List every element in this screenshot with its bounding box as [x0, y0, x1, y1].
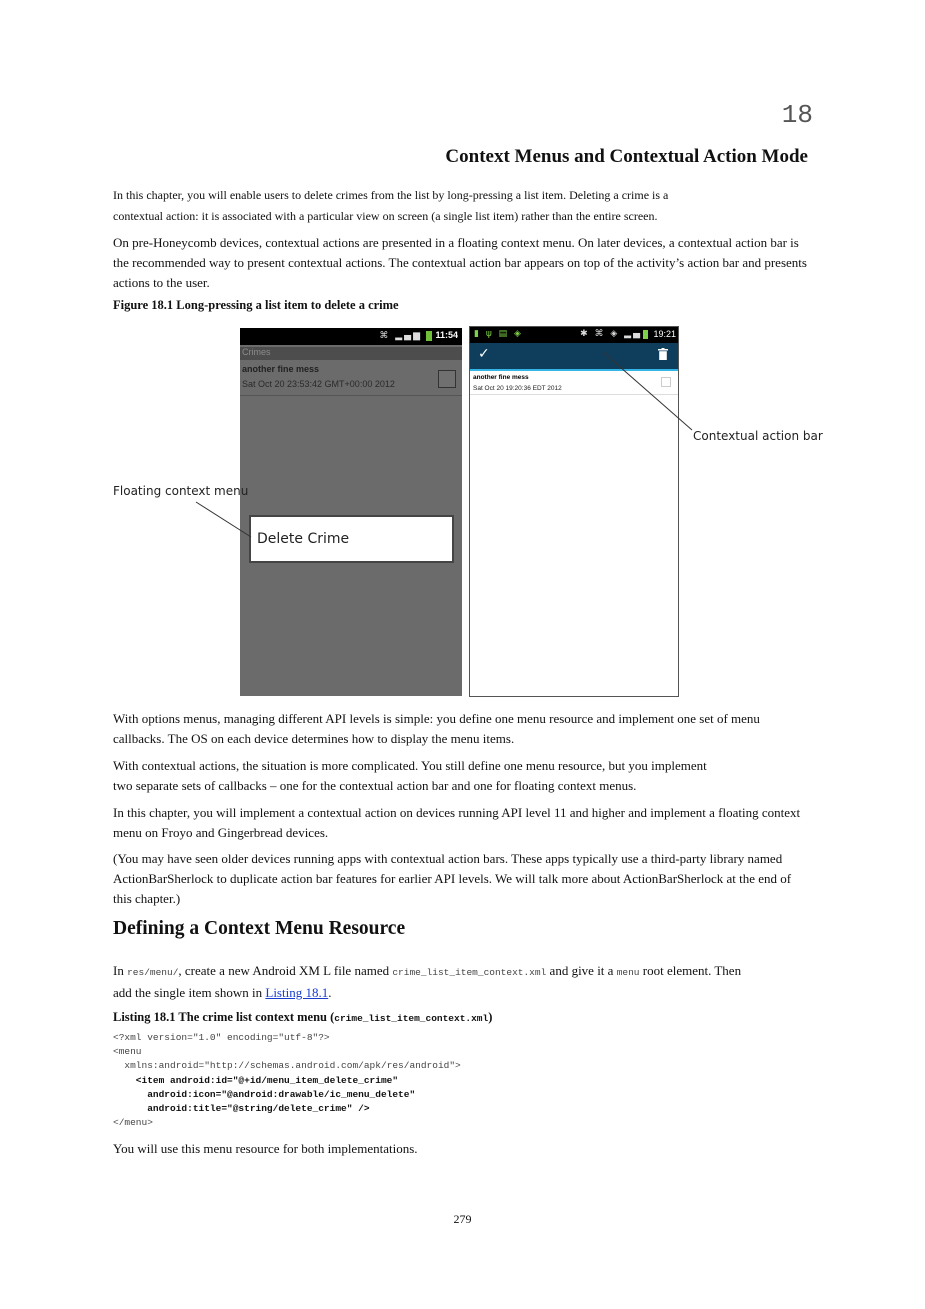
code-line: android:icon="@android:drawable/ic_menu_delete" — [113, 1088, 416, 1100]
text-span: ) — [488, 1010, 493, 1024]
paragraph-options-menus: With options menus, managing different API levels is simple: you define one menu resource and implement one set of menu callbacks. The OS on each device determines how to display the menu items. — [113, 711, 760, 746]
paragraph-actionbarsherlock: (You may have seen older devices running apps with contextual action bars. These apps typically use a third-party library named ActionBarSherlock to duplicate action bar features for earlier API levels. We will talk more about ActionBarSherlock at the end of this chapter.) — [113, 851, 792, 906]
callout-contextual-action-bar: Contextual action bar — [693, 429, 823, 443]
closing-paragraph: You will use this menu resource for both implementations. — [113, 1141, 418, 1156]
delete-crime-menu-item: Delete Crime — [257, 531, 350, 547]
status-time: 19:21 — [653, 329, 676, 339]
phone-screenshot-floating-menu — [240, 328, 462, 696]
code-res-menu: res/menu/ — [127, 967, 179, 978]
solved-checkbox — [438, 370, 456, 388]
signal-icon: ⌘ ▂▄▆ — [379, 331, 422, 341]
status-bar — [240, 328, 462, 345]
text-span: root element. Then — [639, 963, 742, 978]
code-listing-filename: crime_list_item_context.xml — [334, 1013, 489, 1024]
intro-paragraph-2: On pre-Honeycomb devices, contextual actions are presented in a floating context menu. On later devices, a contextual action bar is the recommended way to present contextual actions. The contextual action bar appears on top of the activity’s action bar and presents actions to the user. — [113, 235, 807, 290]
code-menu: menu — [616, 967, 640, 978]
code-filename: crime_list_item_context.xml — [392, 967, 547, 978]
list-divider — [240, 395, 462, 396]
text-span: In — [113, 963, 128, 978]
code-line: android:title="@string/delete_crime" /> — [113, 1103, 370, 1115]
solved-checkbox — [661, 377, 671, 387]
listing-link[interactable]: Listing 18.1 — [265, 985, 329, 1000]
chapter-number: 18 — [781, 100, 813, 130]
paragraph-contextual-actions — [113, 756, 813, 796]
code-line: <item android:id="@+id/menu_item_delete_crime" — [113, 1074, 399, 1086]
chapter-title: Context Menus and Contextual Action Mode — [445, 146, 808, 167]
text-span: . — [328, 985, 332, 1000]
crime-row-date: Sat Oct 20 23:53:42 GMT+00:00 2012 — [242, 379, 395, 389]
contextual-action-bar — [470, 343, 678, 371]
intro-p1-line2: contextual action: it is associated with a particular view on screen (a single list item) rather than the entire screen. — [113, 209, 658, 223]
crime-row-title: another fine mess — [473, 374, 529, 381]
done-check-icon: ✓ — [478, 346, 490, 362]
notification-icons: ▮ ψ ▤ ◈ — [474, 329, 523, 339]
p4-line1: With contextual actions, the situation is more complicated. You still define one menu resource, but you implement — [113, 758, 707, 773]
trash-icon — [658, 348, 668, 360]
callout-floating-context-menu: Floating context menu — [113, 484, 249, 498]
intro-p1-line1: In this chapter, you will enable users to delete crimes from the list by long-pressing a list item. Deleting a crime is a — [113, 188, 669, 202]
intro-paragraph-1 — [113, 185, 813, 227]
text-span: and give it a — [546, 963, 617, 978]
phone-screenshot-action-bar — [469, 326, 679, 697]
figure-caption: Figure 18.1 Long-pressing a list item to delete a crime — [113, 298, 399, 312]
crime-row-date: Sat Oct 20 19:20:36 EDT 2012 — [473, 385, 562, 392]
app-title-bar — [240, 347, 462, 360]
battery-icon — [426, 331, 432, 341]
signal-icon: ✱ ⌘ ◈ ▂▄ — [580, 329, 642, 339]
list-divider — [470, 394, 678, 395]
floating-context-menu — [249, 515, 454, 563]
text-span: add the single item shown in — [113, 985, 266, 1000]
code-line: <?xml version="1.0" encoding="utf-8"?> — [113, 1032, 330, 1043]
crime-row-title: another fine mess — [242, 364, 320, 374]
p4-line2: two separate sets of callbacks – one for the contextual action bar and one for floating context menus. — [113, 778, 637, 793]
paragraph-api-levels: In this chapter, you will implement a contextual action on devices running API level 11 and higher and implement a floating context menu on Froyo and Gingerbread devices. — [113, 805, 801, 840]
text-span: , create a new Android XM L file named — [178, 963, 393, 978]
paragraph-create-menu — [113, 961, 813, 1003]
code-listing — [113, 1031, 461, 1130]
listing-caption — [113, 1010, 492, 1025]
app-title: Crimes — [242, 347, 271, 357]
page-number: 279 — [453, 1212, 472, 1226]
status-time: 11:54 — [435, 330, 458, 340]
battery-icon — [643, 330, 648, 339]
code-line: </menu> — [113, 1117, 153, 1129]
status-bar — [470, 327, 678, 343]
section-heading: Defining a Context Menu Resource — [113, 918, 406, 939]
code-line: <menu — [113, 1046, 142, 1058]
code-line: xmlns:android="http://schemas.android.com/apk/res/android"> — [113, 1060, 461, 1072]
text-span: Listing 18.1 The crime list context menu ( — [113, 1010, 335, 1024]
